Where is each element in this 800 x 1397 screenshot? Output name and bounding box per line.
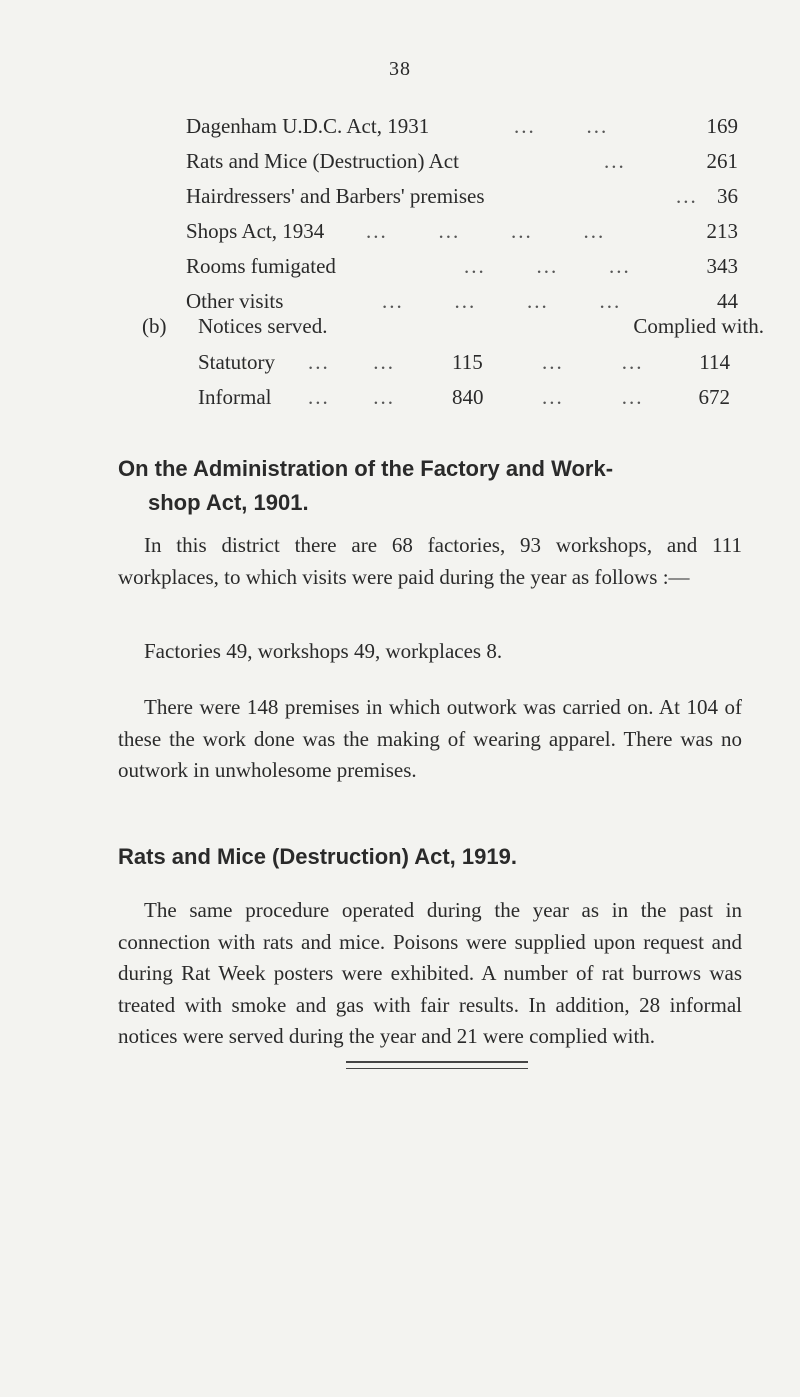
visits-table [186,112,746,322]
visit-count: 261 [706,149,738,173]
leader-dots: ... ... ... ... [382,289,622,313]
visit-label: Other visits [186,289,284,313]
page-number: 38 [389,58,411,80]
leader-dots: ... ... ... ... [366,219,606,243]
factory-heading-line2: shop Act, 1901. [148,490,309,515]
complied-header: Complied with. [633,314,764,338]
notice-label: Informal [198,385,272,409]
factory-paragraph-1: In this district there are 68 factories, 93 workshops, and 111 workplaces, to which visits were paid during the year as follows :— [118,533,742,589]
leader-dots: ... ... [514,114,609,138]
leader-dots: ... [604,149,626,173]
notice-row [142,348,772,383]
visit-row [186,182,746,217]
notice-complied: 114 [699,350,730,374]
notice-row [142,383,772,418]
divider-rule [346,1068,528,1069]
factory-paragraph-3: There were 148 premises in which outwork was carried on. At 104 of these the work done was the making of wearing apparel. There was no outwork in unwholesome premises. [118,695,742,782]
visit-count: 44 [717,289,738,313]
visit-count: 343 [706,254,738,278]
leader-dots: ... [676,184,698,208]
visit-row [186,147,746,182]
leader-dots: ... ... [542,350,644,374]
visit-row [186,112,746,147]
rats-paragraph: The same procedure operated during the year as in the past in connection with rats and mice. Poisons were supplied upon request and during Rat Week posters were exhibited. A number of rat burrows was treated with smoke and gas with fair results. In addition, 28 informal notices were served during the year and 21 were complied with. [118,898,742,1048]
leader-dots: ... ... [308,350,395,374]
leader-dots: ... ... [308,385,395,409]
leader-dots: ... ... ... [464,254,631,278]
visit-label: Rooms fumigated [186,254,336,278]
visit-label: Hairdressers' and Barbers' premises [186,184,485,208]
notices-header [142,312,772,348]
notice-complied: 672 [698,385,730,409]
visit-count: 213 [706,219,738,243]
factory-heading-line1: On the Administration of the Factory and Work- [118,456,614,481]
rats-heading: Rats and Mice (Destruction) Act, 1919. [118,844,517,869]
visit-row [186,217,746,252]
visit-label: Dagenham U.D.C. Act, 1931 [186,114,430,138]
leader-dots: ... ... [542,385,644,409]
notice-served: 115 [452,350,483,374]
visit-row [186,252,746,287]
visit-label: Shops Act, 1934 [186,219,325,243]
visit-count: 169 [706,114,738,138]
divider-rule [346,1061,528,1063]
notices-title: Notices served. [198,314,328,338]
notice-label: Statutory [198,350,275,374]
visit-label: Rats and Mice (Destruction) Act [186,149,459,173]
factory-paragraph-2: Factories 49, workshops 49, workplaces 8. [144,639,503,663]
factory-heading [118,452,758,520]
notices-table [142,312,772,418]
section-marker: (b) [142,314,167,338]
notice-served: 840 [452,385,484,409]
visit-count: 36 [717,184,738,208]
